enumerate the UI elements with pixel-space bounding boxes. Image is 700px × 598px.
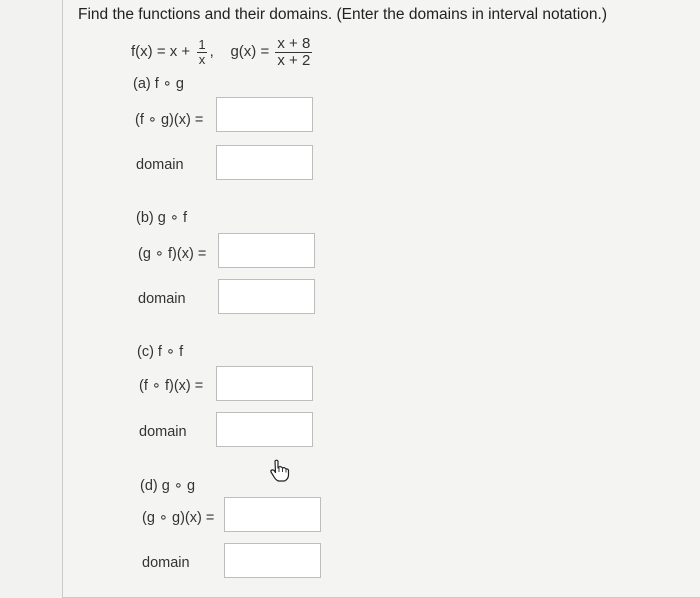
part-a-domain-input[interactable] [217,146,312,179]
part-b-expression-input[interactable] [219,234,314,267]
part-b-expression-label: (g ∘ f)(x) = [138,246,207,262]
f-fraction-numerator: 1 [198,37,206,53]
f-fraction-denominator: x [198,51,206,67]
part-a-domain-input-box [216,145,313,180]
part-b-domain-label: domain [138,291,186,307]
part-b-expression-input-box [218,233,315,268]
definition-separator: , [209,43,214,61]
part-c-expression-label: (f ∘ f)(x) = [139,378,204,394]
part-c-domain-label: domain [139,424,187,440]
part-c-domain-input[interactable] [217,413,312,446]
f-fraction [196,38,207,66]
part-d-expression-label: (g ∘ g)(x) = [142,510,215,526]
part-c-expression-input-box [216,366,313,401]
part-d-expression-input[interactable] [225,498,320,531]
part-a-expression-input-box [216,97,313,132]
part-d-domain-input[interactable] [225,544,320,577]
part-a-expression-input[interactable] [217,98,312,131]
g-definition-lhs: g(x) = [230,43,270,61]
part-b-domain-input-box [218,279,315,314]
part-c-header: (c) f ∘ f [137,344,184,360]
part-a-domain-label: domain [136,157,184,173]
part-b-domain-input[interactable] [219,280,314,313]
hand-pointer-icon [268,458,290,482]
f-definition-lhs: f(x) = x + [131,43,191,61]
function-definitions [131,36,314,69]
part-d-domain-label: domain [142,555,190,571]
part-c-expression-input[interactable] [217,367,312,400]
part-a-expression-label: (f ∘ g)(x) = [135,112,204,128]
g-fraction-numerator: x + 8 [277,35,311,52]
part-a-header: (a) f ∘ g [133,76,184,92]
part-b-header: (b) g ∘ f [136,210,187,226]
part-d-expression-input-box [224,497,321,532]
question-prompt: Find the functions and their domains. (Enter the domains in interval notation.) [78,6,608,23]
g-fraction [275,36,312,69]
part-d-header: (d) g ∘ g [140,478,196,494]
part-d-domain-input-box [224,543,321,578]
part-c-domain-input-box [216,412,313,447]
g-fraction-denominator: x + 2 [277,51,311,69]
